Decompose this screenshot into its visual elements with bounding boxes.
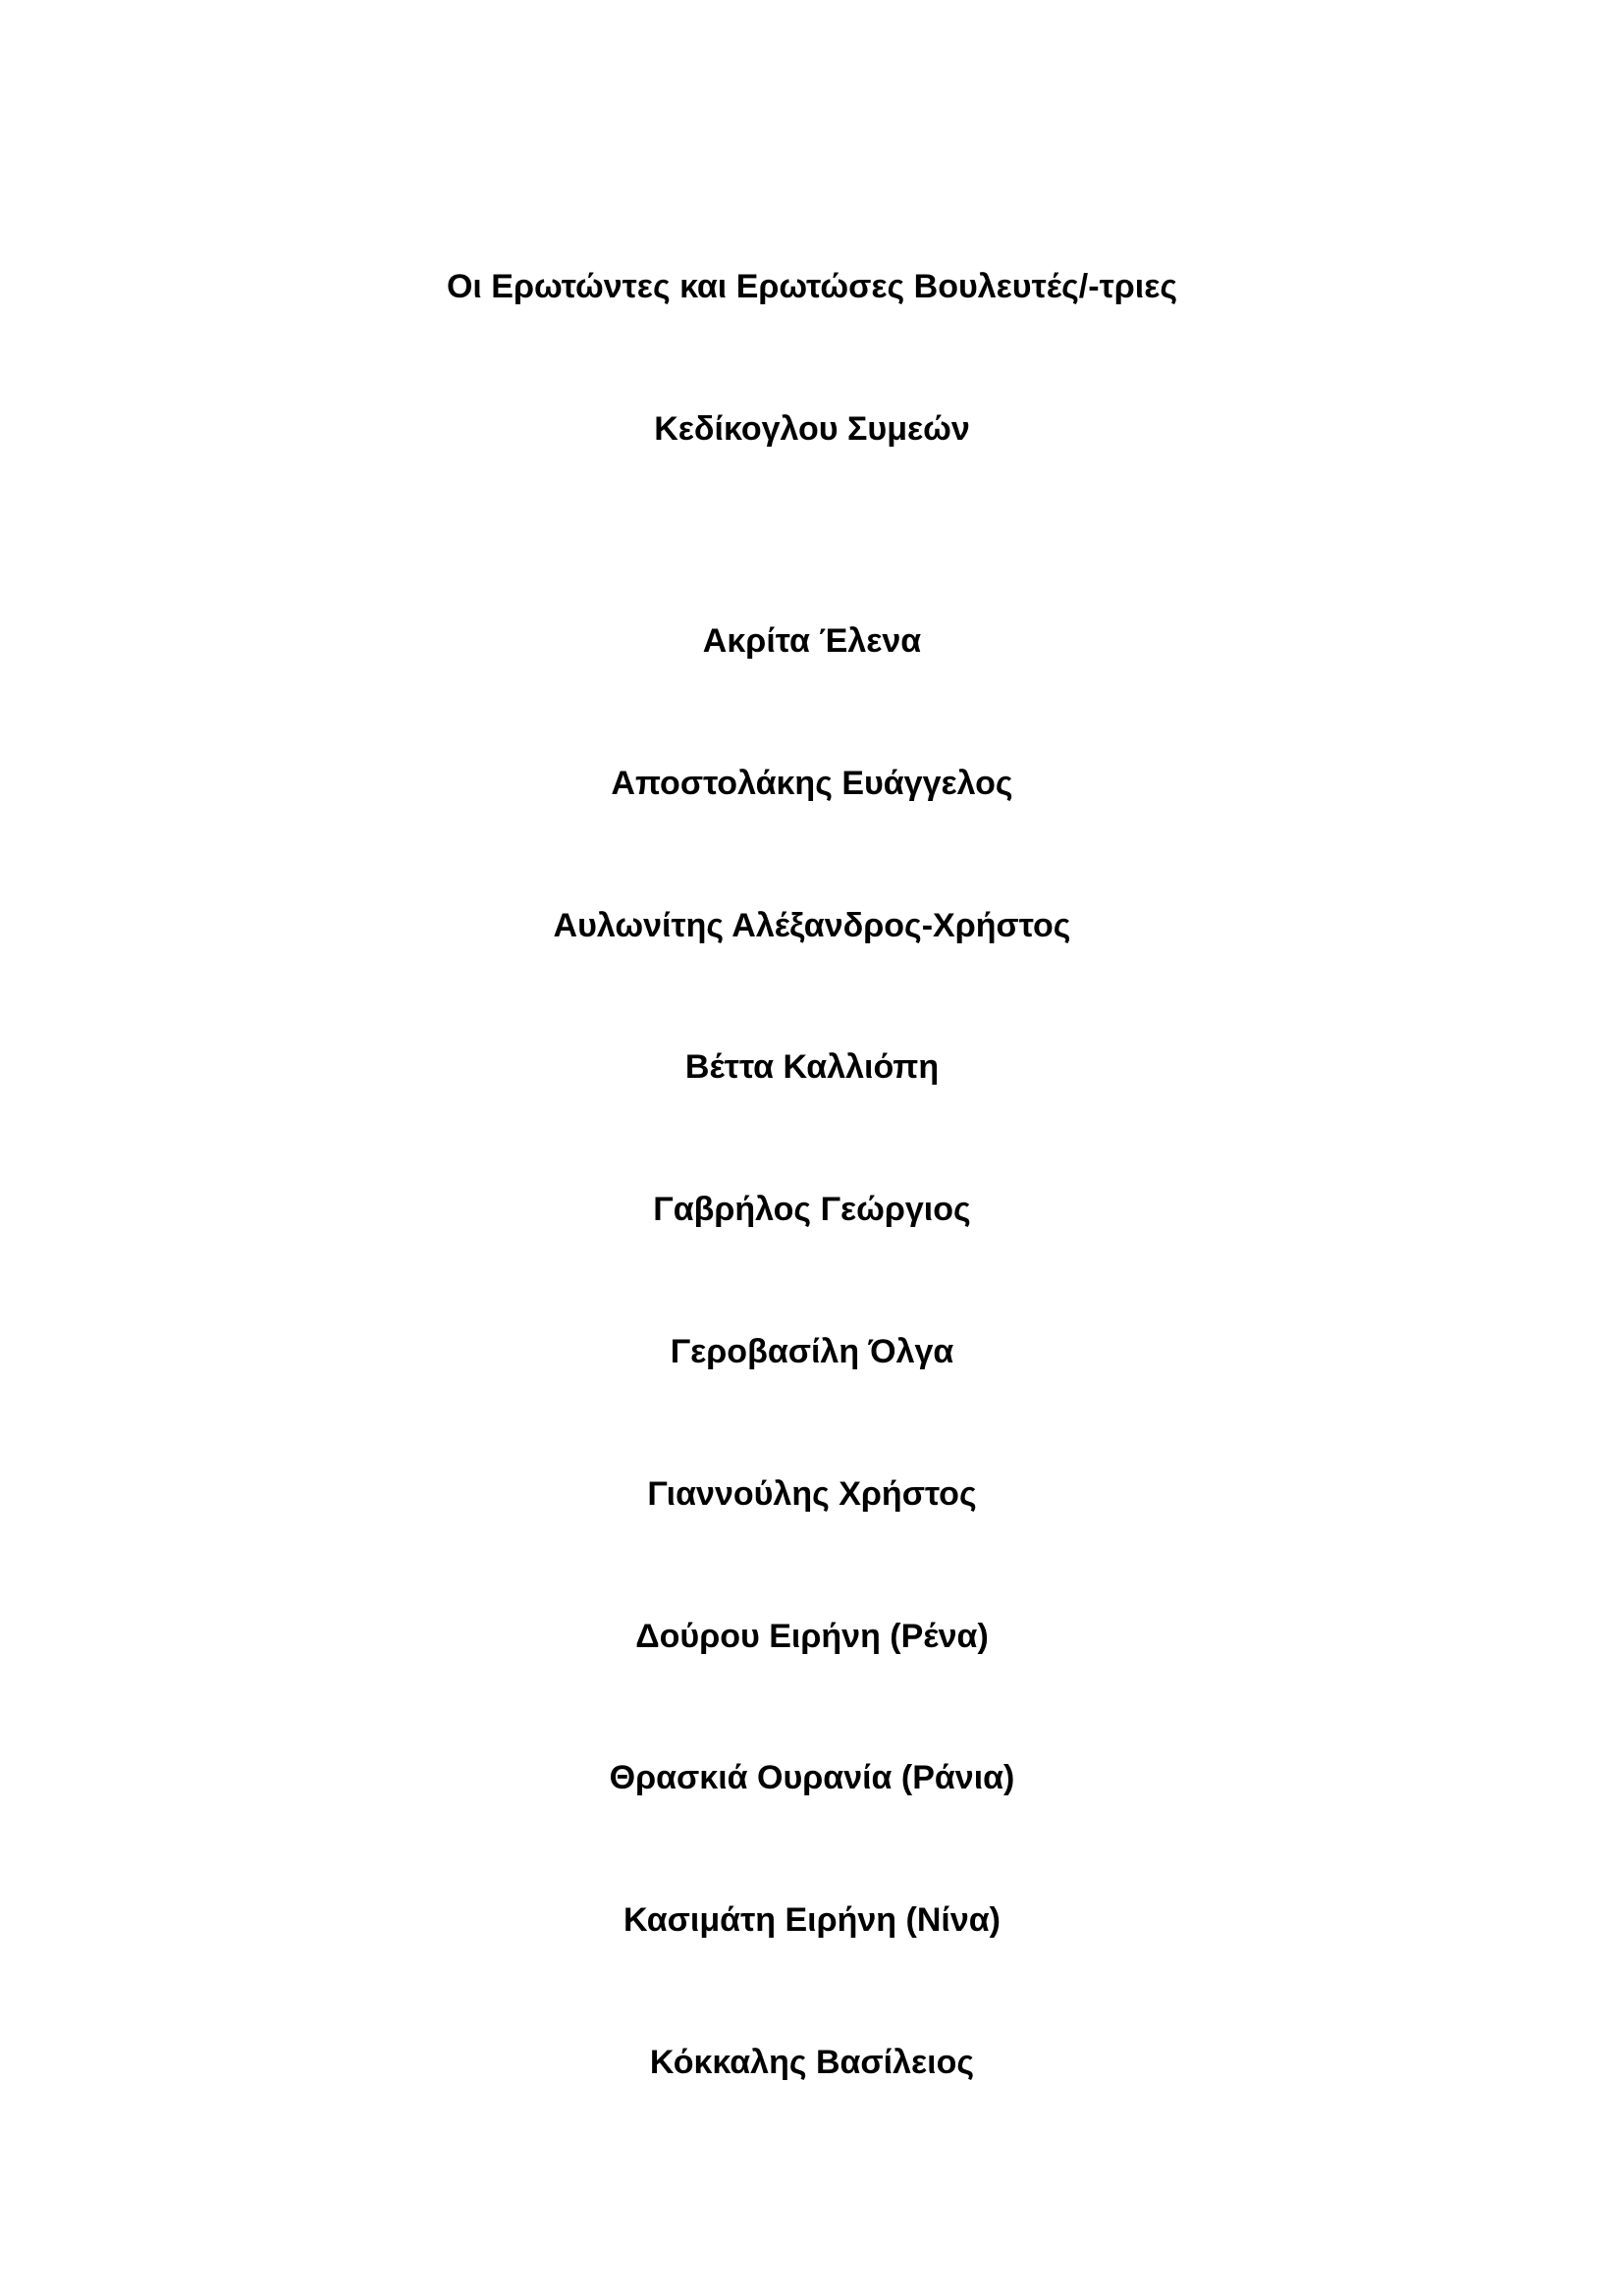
co-signers-list [0,621,1624,2185]
lead-member-name: Κεδίκογλου Συμεών [654,410,970,448]
co-signer-name: Δούρου Ειρήνη (Ρένα) [635,1617,989,1655]
co-signer-name: Γαβρήλος Γεώργιος [653,1191,971,1229]
page-heading: Οι Ερωτώντες και Ερωτώσες Βουλευτές/-τριες [446,268,1178,305]
co-signer-name: Γιαννούλης Χρήστος [647,1474,977,1513]
co-signer-name: Βέττα Καλλιόπη [684,1048,940,1087]
co-signer-name: Κασιμάτη Ειρήνη (Νίνα) [623,1901,1001,1940]
co-signer-name: Αυλωνίτης Αλέξανδρος-Χρήστος [553,906,1071,944]
co-signer-name: Θρασκιά Ουρανία (Ράνια) [609,1759,1015,1797]
co-signer-name: Ακρίτα Έλενα [702,622,922,660]
co-signer-name: Γεροβασίλη Όλγα [670,1332,954,1370]
co-signer-name: Αποστολάκης Ευάγγελος [611,764,1013,802]
co-signer-name: Κόκκαλης Βασίλειος [649,2043,975,2081]
